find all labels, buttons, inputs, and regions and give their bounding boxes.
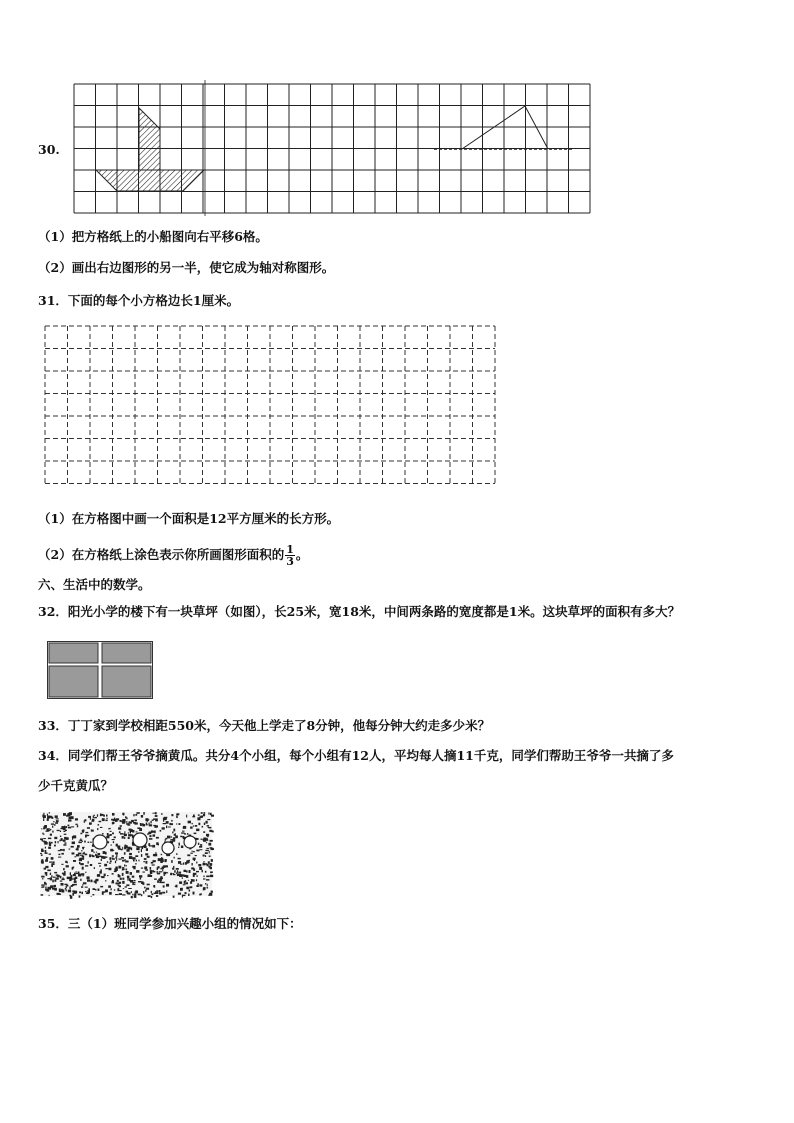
boat-hull xyxy=(96,170,204,191)
lawn-figure xyxy=(47,641,153,699)
question-31-title: 31．下面的每个小方格边长1厘米。 xyxy=(38,293,240,308)
lawn-block xyxy=(49,666,98,697)
question-30-number: 30. xyxy=(38,142,60,157)
one-third-fraction xyxy=(285,544,295,567)
q31-part2 xyxy=(38,540,308,570)
lawn-block xyxy=(102,643,151,663)
children-picking-illustration xyxy=(40,812,212,896)
q31-part2-suffix: 。 xyxy=(295,547,309,562)
section-6-heading: 六、生活中的数学。 xyxy=(38,577,151,592)
q30-part2: （2）画出右边图形的另一半，使它成为轴对称图形。 xyxy=(38,260,335,275)
question-35: 35．三（1）班同学参加兴趣小组的情况如下： xyxy=(38,916,302,931)
lawn-block xyxy=(102,666,151,697)
q30-part1: （1）把方格纸上的小船图向右平移6格。 xyxy=(38,229,268,244)
q31-part2-text: （2）在方格纸上涂色表示你所画图形面积的 xyxy=(38,547,285,562)
question-32: 32．阳光小学的楼下有一块草坪（如图），长25米，宽18米，中间两条路的宽度都是1米。这块草坪的面积有多大？ xyxy=(38,604,681,619)
question-33: 33．丁丁家到学校相距550米，今天他上学走了8分钟，他每分钟大约走多少米？ xyxy=(38,718,491,733)
q31-part1: （1）在方格图中画一个面积是12平方厘米的长方形。 xyxy=(38,511,340,526)
fraction-numerator: 1 xyxy=(286,542,294,556)
q31-dashed-grid xyxy=(45,326,497,486)
question-34-line2: 少千克黄瓜？ xyxy=(38,778,114,793)
q30-grid-figure xyxy=(74,84,594,216)
question-34-line1: 34．同学们帮王爷爷摘黄瓜。共分4个小组，每个小组有12人，平均每人摘11千克，同学们帮助王爷爷一共摘了多 xyxy=(38,748,674,763)
fraction-denominator: 3 xyxy=(286,554,294,568)
boat-sail xyxy=(139,108,160,170)
lawn-block xyxy=(49,643,98,663)
